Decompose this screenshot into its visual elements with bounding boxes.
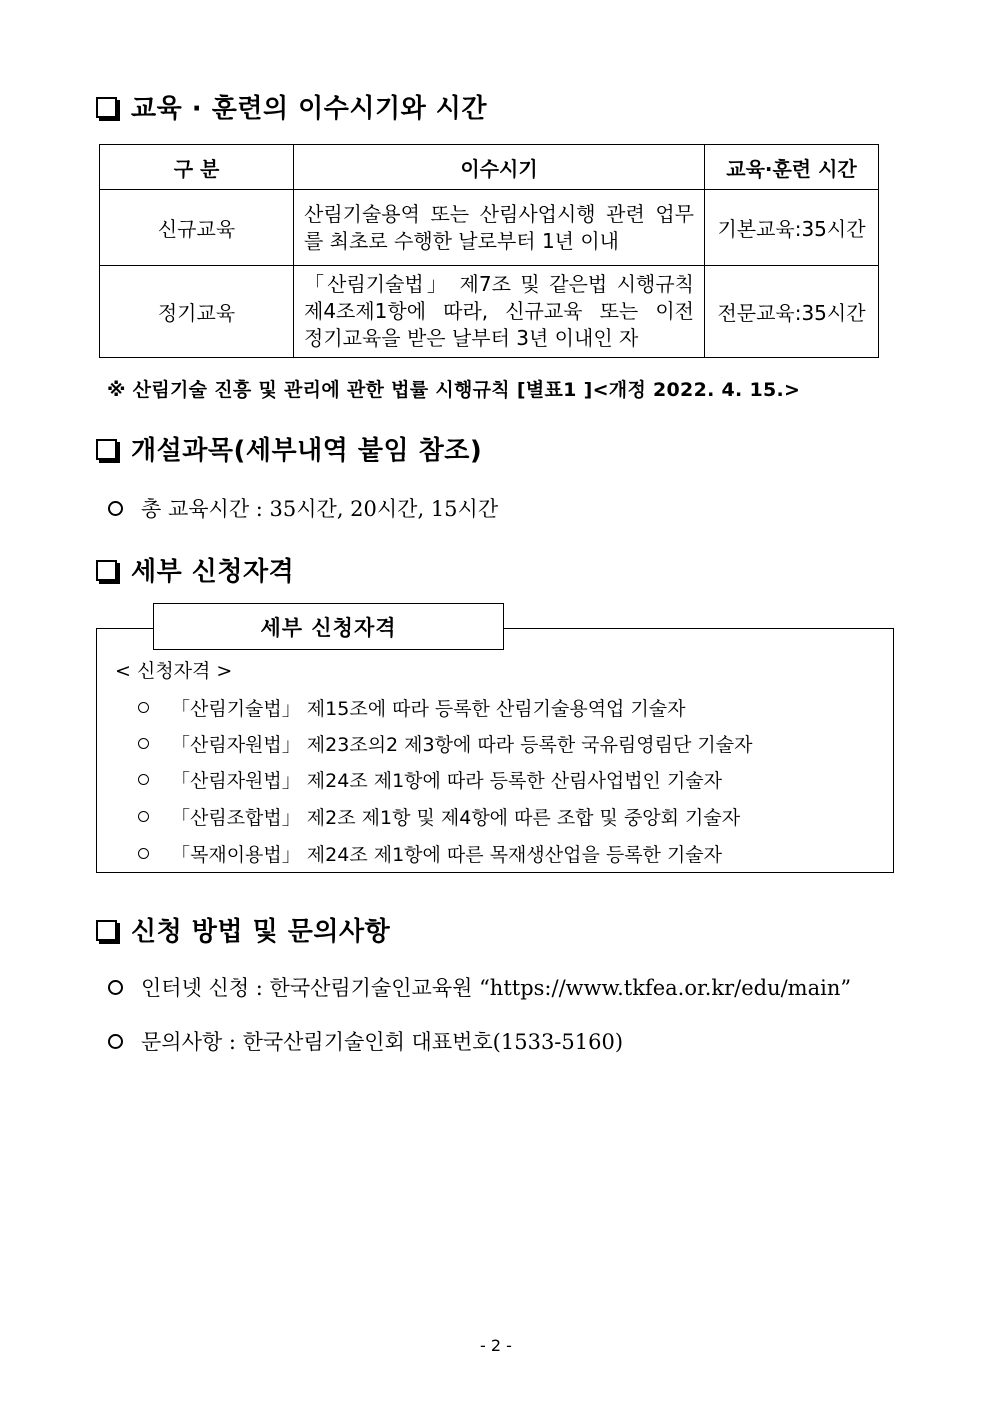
- list-item: [138, 840, 722, 867]
- section-heading-application: [96, 911, 390, 948]
- bullet-text: 인터넷 신청 : 한국산림기술인교육원 “https://www.tkfea.or.kr/edu/main”: [141, 976, 852, 1000]
- section-heading-education-period: [96, 88, 487, 125]
- table-cell-category: 정기교육: [100, 266, 294, 358]
- checkbox-square-icon: [96, 920, 117, 941]
- table-header-row: [100, 145, 879, 190]
- checkbox-square-icon: [96, 439, 117, 460]
- table-cell-category: 신규교육: [100, 190, 294, 266]
- table-cell-period: [294, 190, 705, 266]
- circle-bullet-icon: [138, 811, 149, 822]
- bullet-text: 총 교육시간 : 35시간, 20시간, 15시간: [141, 497, 499, 521]
- period-line: 제4조제1항에 따라, 신규교육 또는 이전: [304, 299, 694, 323]
- section-title: 세부 신청자격: [131, 557, 295, 587]
- table-header-period: 이수시기: [294, 145, 705, 190]
- table-cell-hours: 전문교육:35시간: [705, 266, 879, 358]
- period-line: 를 최초로 수행한 날로부터 1년 이내: [304, 228, 619, 253]
- section-title: 개설과목(세부내역 붙임 참조): [131, 436, 483, 466]
- list-item-text: 「산림자원법」 제24조 제1항에 따라 등록한 산림사업법인 기술자: [171, 770, 722, 792]
- list-item: [138, 766, 722, 793]
- list-item: [138, 730, 752, 757]
- section-title: 교육 · 훈련의 이수시기와 시간: [131, 94, 487, 124]
- qualifications-subheading: < 신청자격 >: [115, 660, 233, 682]
- list-item-text: 「산림기술법」 제15조에 따라 등록한 산림기술용역업 기술자: [171, 698, 686, 720]
- table-cell-period: [294, 266, 705, 358]
- bullet-text: 문의사항 : 한국산림기술인회 대표번호(1533-5160): [141, 1030, 624, 1054]
- online-application-bullet: [108, 972, 851, 1002]
- checkbox-square-icon: [96, 97, 117, 118]
- contact-bullet: [108, 1026, 623, 1056]
- circle-bullet-icon: [138, 848, 149, 859]
- education-period-table: [99, 144, 879, 358]
- list-item-text: 「산림조합법」 제2조 제1항 및 제4항에 따른 조합 및 중앙회 기술자: [171, 807, 741, 829]
- circle-bullet-icon: [138, 702, 149, 713]
- circle-bullet-icon: [138, 774, 149, 785]
- table-row: [100, 266, 879, 358]
- regulation-note: ※ 산림기술 진흥 및 관리에 관한 법률 시행규칙 [별표1 ]<개정 2022. 4. 15.>: [107, 379, 801, 401]
- table-header-category: 구 분: [100, 145, 294, 190]
- section-heading-courses: [96, 430, 482, 467]
- table-cell-hours: 기본교육:35시간: [705, 190, 879, 266]
- table-row: [100, 190, 879, 266]
- qualifications-box-title: 세부 신청자격: [153, 603, 504, 650]
- period-line: 「산림기술법」 제7조 및 같은법 시행규칙: [304, 272, 694, 296]
- period-line: 산림기술용역 또는 산림사업시행 관련 업무: [304, 201, 694, 226]
- list-item-text: 「산림자원법」 제23조의2 제3항에 따라 등록한 국유림영림단 기술자: [171, 734, 753, 756]
- section-heading-qualifications: [96, 551, 294, 588]
- circle-bullet-icon: [108, 1034, 123, 1049]
- period-line: 정기교육을 받은 날부터 3년 이내인 자: [304, 326, 639, 350]
- circle-bullet-icon: [108, 980, 123, 995]
- list-item: [138, 803, 740, 830]
- page-number: - 2 -: [480, 1336, 512, 1355]
- total-hours-bullet: [108, 493, 498, 523]
- checkbox-square-icon: [96, 560, 117, 581]
- list-item: [138, 694, 686, 721]
- section-title: 신청 방법 및 문의사항: [131, 917, 391, 947]
- table-header-hours: 교육·훈련 시간: [705, 145, 879, 190]
- circle-bullet-icon: [108, 501, 123, 516]
- list-item-text: 「목재이용법」 제24조 제1항에 따른 목재생산업을 등록한 기술자: [171, 844, 722, 866]
- circle-bullet-icon: [138, 738, 149, 749]
